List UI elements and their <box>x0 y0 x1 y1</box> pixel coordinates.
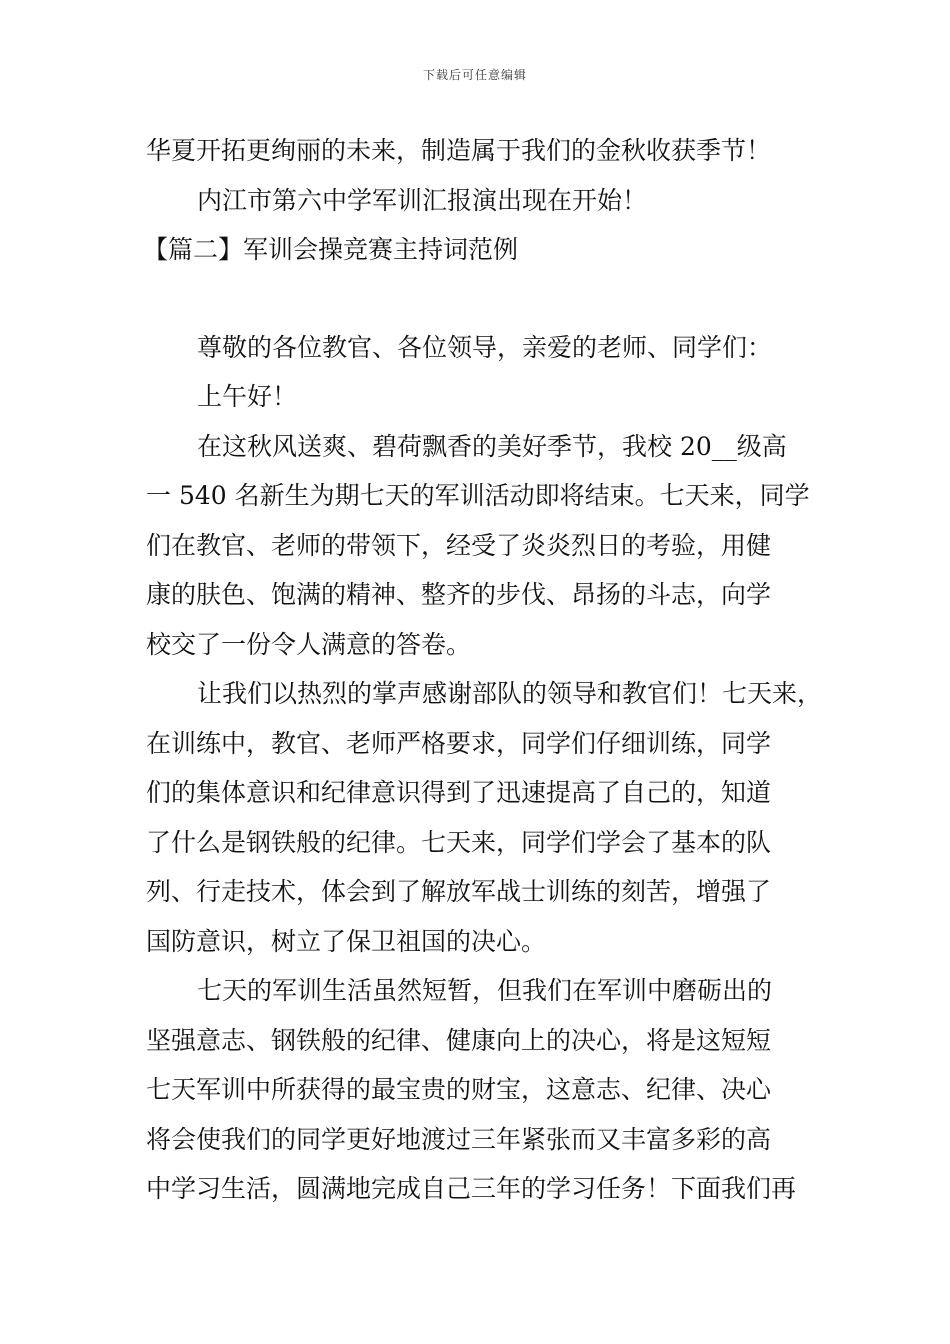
text-line: 在这秋风送爽、碧荷飘香的美好季节，我校 20__级高 <box>197 431 787 461</box>
text-line: 坚强意志、钢铁般的纪律、健康向上的决心，将是这短短 <box>146 1025 772 1055</box>
text-line: 上午好！ <box>197 382 298 411</box>
text-line: 在训练中，教官、老师严格要求，同学们仔细训练，同学 <box>146 728 772 758</box>
text-line: 中学习生活，圆满地完成自己三年的学习任务！下面我们再 <box>146 1174 797 1203</box>
text-line: 七天的军训生活虽然短暂，但我们在军训中磨砺出的 <box>197 976 773 1005</box>
text-line: 校交了一份令人满意的答卷。 <box>146 629 472 659</box>
text-line: 让我们以热烈的掌声感谢部队的领导和教官们！七天来， <box>197 679 823 708</box>
text-line: 列、行走技术，体会到了解放军战士训练的刻苦，增强了 <box>146 877 772 906</box>
text-line: 将会使我们的同学更好地渡过三年紧张而又丰富多彩的高 <box>146 1124 772 1154</box>
text-line: 了什么是钢铁般的纪律。七天来，同学们学会了基本的队 <box>146 827 772 857</box>
text-line: 康的肤色、饱满的精神、整齐的步伐、昂扬的斗志，向学 <box>146 580 772 609</box>
text-line: 内江市第六中学军训汇报演出现在开始！ <box>197 185 648 215</box>
text-line: 尊敬的各位教官、各位领导，亲爱的老师、同学们： <box>197 332 773 362</box>
text-line: 一 540 名新生为期七天的军训活动即将结束。七天来，同学 <box>146 481 810 510</box>
text-line: 华夏开拓更绚丽的未来，制造属于我们的金秋收获季节！ <box>146 136 772 165</box>
text-line: 七天军训中所获得的最宝贵的财宝，这意志、纪律、决心 <box>146 1075 772 1104</box>
section-heading: 【篇二】军训会操竞赛主持词范例 <box>143 235 519 264</box>
document-body <box>143 126 826 1214</box>
text-line: 们的集体意识和纪律意识得到了迅速提高了自己的，知道 <box>146 778 772 807</box>
paragraph-gap <box>146 275 826 323</box>
text-line: 国防意识，树立了保卫祖国的决心。 <box>146 926 547 956</box>
text-line: 们在教官、老师的带领下，经受了炎炎烈日的考验，用健 <box>146 530 772 560</box>
page-header-note: 下载后可任意编辑 <box>422 68 527 82</box>
